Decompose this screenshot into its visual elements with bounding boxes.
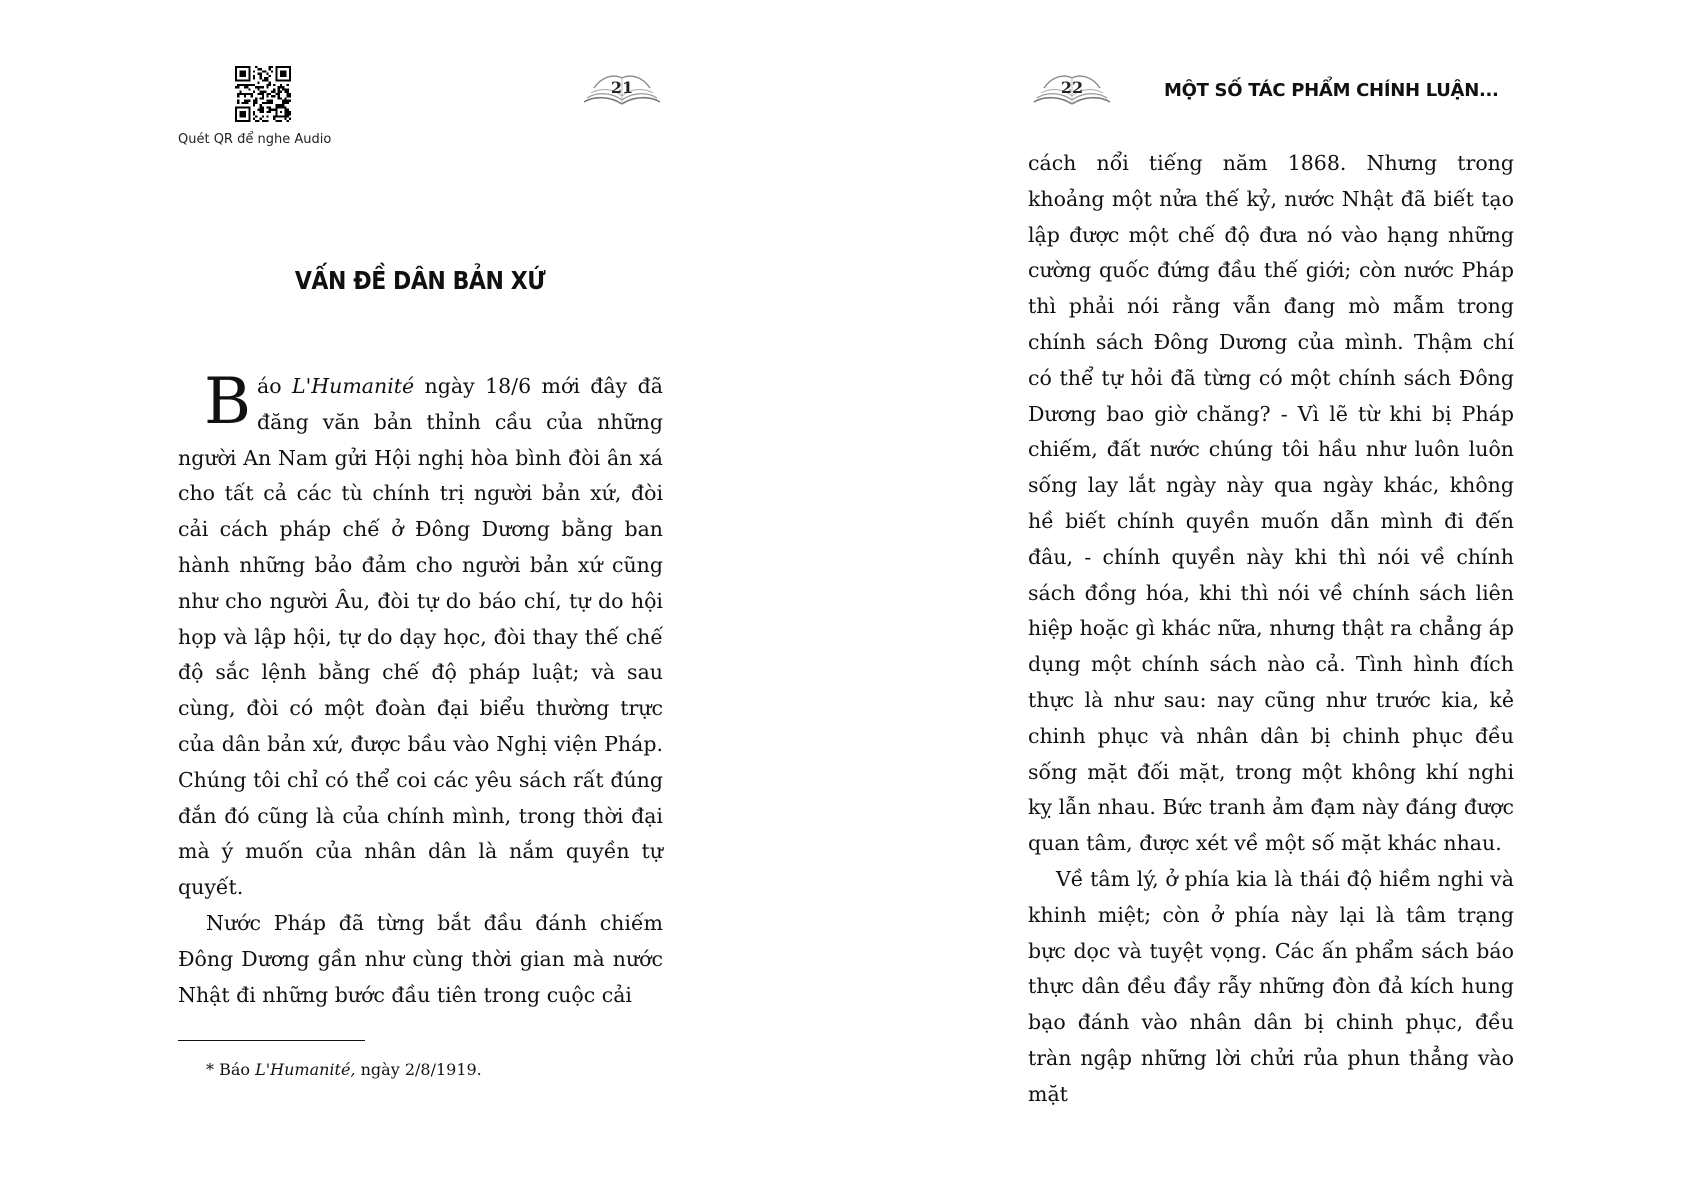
footnote-publication: L'Humanité, xyxy=(255,1060,356,1079)
page-number: 22 xyxy=(1060,78,1084,97)
page-number: 21 xyxy=(610,78,634,97)
running-head: MỘT SỐ TÁC PHẨM CHÍNH LUẬN... xyxy=(1164,80,1499,101)
right-page xyxy=(842,0,1683,1190)
page-number-ornament xyxy=(580,72,664,110)
paragraph xyxy=(178,365,663,906)
paragraph: Về tâm lý, ở phía kia là thái độ hiềm nghi và khinh miệt; còn ở phía này lại là tâm trạng bực dọc và tuyệt vọng. Các ấn phẩm sách báo thực dân đều đầy rẫy những đòn đả kích hung bạo đánh vào nhân dân bị chinh phục, đều tràn ngập những lời chửi rủa phun thẳng vào mặt xyxy=(1028,866,1514,1106)
paragraph: cách nổi tiếng năm 1868. Nhưng trong khoảng một nửa thế kỷ, nước Nhật đã biết tạo lập được một chế độ đưa nó vào hạng những cường quốc đứng đầu thế giới; còn nước Pháp thì phải nói rằng vẫn đang mò mẫm trong chính sách Đông Dương của mình. Thậm chí có thể tự hỏi đã từng có một chính sách Đông Dương bao giờ chăng? - Vì lẽ từ khi bị Pháp chiếm, đất nước chúng tôi hầu như luôn luôn sống lay lắt ngày này qua ngày khác, không hề biết chính quyền muốn dẫn mình đi đến đâu, - chính quyền này khi thì nói về chính sách đồng hóa, khi thì nói về chính sách liên hiệp hoặc gì khác nữa, nhưng thật ra chẳng áp dụng một chính sách nào cả. Tình hình đích thực là như sau: nay cũng như trước kia, kẻ chinh phục và nhân dân bị chinh phục đều sống mặt đối mặt, trong một không khí nghi kỵ lẫn nhau. Bức tranh ảm đạm này đáng được quan tâm, được xét về một số mặt khác nhau. xyxy=(1028,151,1514,856)
paragraph-text: ngày 18/6 mới đây đã đăng văn bản thỉnh cầu của những người An Nam gửi Hội nghị hòa bình đòi ân xá cho tất cả các tù chính trị người bản xứ, đòi cải cách pháp chế ở Đông Dương bằng ban hành những bảo đảm cho người bản xứ cũng như cho người Âu, đòi tự do báo chí, tự do hội họp và lập hội, tự do dạy học, đòi thay thế chế độ sắc lệnh bằng chế độ pháp luật; và sau cùng, đòi có một đoàn đại biểu thường trực của dân bản xứ, được bầu vào Nghị viện Pháp. Chúng tôi chỉ có thể coi các yêu sách rất đúng đắn đó cũng là của chính mình, trong thời đại mà ý muốn của nhân dân là nắm quyền tự quyết. xyxy=(178,374,663,900)
qr-code-icon[interactable] xyxy=(235,66,291,122)
qr-caption: Quét QR để nghe Audio xyxy=(178,132,332,147)
footnote-suffix: ngày 2/8/1919. xyxy=(355,1060,482,1079)
footnote-divider xyxy=(178,1040,365,1041)
left-page xyxy=(0,0,841,1190)
paragraph-lead: áo xyxy=(257,374,293,398)
publication-name: L'Humanité xyxy=(292,374,415,398)
right-body-text xyxy=(1028,146,1514,1113)
drop-cap: B xyxy=(204,365,252,439)
footnote xyxy=(206,1060,482,1079)
chapter-title: VẤN ĐỀ DÂN BẢN XỨ xyxy=(294,266,546,295)
page-number-ornament xyxy=(1030,72,1114,110)
paragraph: Nước Pháp đã từng bắt đầu đánh chiếm Đông Dương gần như cùng thời gian mà nước Nhật đi những bước đầu tiên trong cuộc cải xyxy=(178,910,663,1007)
footnote-prefix: * Báo xyxy=(206,1060,256,1079)
left-body-text xyxy=(178,365,663,1013)
